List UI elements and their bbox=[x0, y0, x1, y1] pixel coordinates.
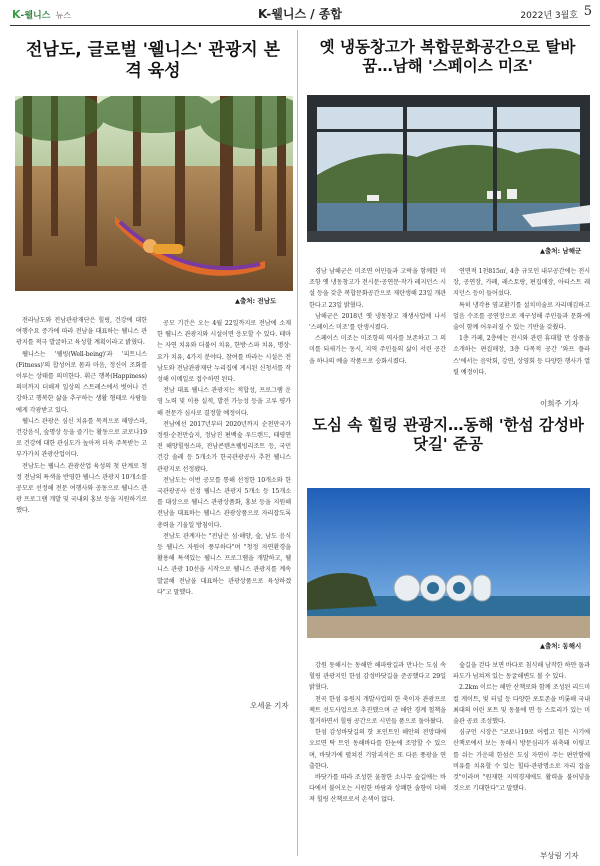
article-column-2: 숲길을 걷다 보면 바다로 침식해 남작한 하얀 돌과 파도가 넘쳐져 있는 동굴해변도 볼 수 있다. 2.2km 이르는 해안 산책로와 함께 조성된 리드미컬 게이트, 빛 터널 등 다양한 포토존을 비롯해 국내 최대의 어린 포트 및 동물에 면 등 스토리가 있는 미술관 공료 조성했다. 심규언 시장은 "코로나19로 어렵고 힘든 시기에 산책로에서 보는 동해시 방문심리가 위축돼 이렇고를 쉬는 가운데 한섬은 도심 자연이 주는 편안함에 비유를 치유할 수 있는 힐타·관광명소로 자리 잡을 것"이라며 "원재한 지역경제에도 활력을 불어넣을 것으로 기대한다"고 말했다. bbox=[453, 662, 590, 793]
harbor-window-photo bbox=[307, 95, 590, 242]
photo-credit: ▲출처: 남해군 bbox=[540, 247, 582, 255]
article-column-1: 경남 남해군은 미조면 어민들과 고락을 함께한 미조항 옛 냉동창고가 전시문·공연문·작가 레지던스 시설 등을 갖춘 복합문화공간으로 재탄생해 23일 개관한다고 23일 밝혔다. 남해군은 2018년 옛 냉동창고 재생사업에 나서 '스페이스 미조'를 탄생시켰다. 스페이스 미조는 미조항의 역사를 보존하고 그 의미를 되새기는 동시, 지역 주민들의 삶이 서린 공간을 하나의 예술 작품으로 승화시켰다. bbox=[309, 268, 446, 365]
paper-logo: K-웰니스 뉴스 bbox=[12, 8, 71, 21]
column-separator bbox=[297, 30, 298, 856]
article-headline: 도심 속 힐링 관광지…동해 '한섬 감성바닷길' 준공 bbox=[312, 416, 584, 454]
article-column-2: 연면적 1천815㎡, 4층 규모인 내부공간에는 전시장, 공연장, 카페, 레스토랑, 편집매장, 아티스트 레지던스 등이 들어섰다. 특히 냉각용 염교환기를 설치미술로 자리매김하고 얼음 수조를 공연장으로 재구성해 주민들과 문화·예술이 함께 어우러질 수 있는 기반을 갖췄다. 1층 카페, 2층에는 전시와 관련 휴대할 만 상품을 소개하는 편집매장, 3층 다목적 공간 '와프 플라스'에서는 음악회, 강연, 상영회 등 다양한 행사가 열릴 예정이다. bbox=[453, 268, 590, 376]
page-header bbox=[0, 0, 600, 26]
article-headline: 옛 냉동창고가 복합문화공간으로 탈바꿈…남해 '스페이스 미조' bbox=[319, 38, 576, 76]
article-byline: 오세윤 기자 bbox=[250, 701, 289, 710]
issue-date: 2022년 3월호 bbox=[520, 11, 578, 21]
page-number: 5 bbox=[583, 4, 592, 19]
photo-credit: ▲출처: 동해시 bbox=[540, 642, 582, 650]
article-byline: 이희주 기자 bbox=[540, 399, 579, 408]
header-rule bbox=[10, 25, 590, 26]
article-column-2: 공모 기간은 오는 4월 22일까지로 전남에 소재한 웰니스 관광지와 시설이면 응모할 수 있다. 테마는 자연 치유와 더불어 치유, 한방·스파 치유, 명상·요가 치유, 4가지 분야다. 참여를 바라는 시설은 전남도와 전남관광재단 누리집에 게시된 신청서를 작성해 이메일로 접수하면 된다. 전남 대표 웰니스 관광지는 적합성, 프로그램 운영 노력 및 이용 실적, 발전 가능성 등을 고루 평가해 전문가 심사로 결정할 예정이다. 전남에선 2017년부터 2020년까지 순천만국가정원·순천만습지, 정남진 편백숲 우드랜드, 태평연전 해양힐링스파, 전남콘텐츠웰빙리조트 등, 국민건강 솔레 등 5개소가 한국관광공사 추천 웰니스 관광지로 선정됐다. 전남도는 이번 공모를 통해 선정한 10개소와 한국관광공사 선정 웰니스 관광지 5개소 등 15개소를 대상으로 웰니스 관광상품화, 홍보 등을 지원해 전남을 대표하는 웰니스 관광상품으로 자리잡도록 총력을 기울일 방침이다. 전남도 관계자는 "전남은 섬·해양, 숲, 남도 음식 등 웰니스 자원이 풍부하다"며 "청정 자연환경을 활용해 특색있는 웰니스 프로그램을 개발하고, 웰니스 관광 10선을 시작으로 웰니스 관광지를 계속 발굴해 전남을 대표하는 관광상품으로 육성하겠다"고 말했다. bbox=[157, 320, 291, 596]
article-byline: 부상림 기자 bbox=[540, 851, 579, 860]
photo-credit: ▲출처: 전남도 bbox=[235, 297, 277, 305]
article-column-1: 전라남도와 전남관광재단은 힐링, 건강에 대한 여행수요 증가에 따라 전남을 대표하는 웰니스 관광지를 적극 발굴하고 육성할 계획이라고 밝혔다. 웰니스는 '웰빙(Well-being)'과 '피트니스(Fitness)'의 합성어로 몸과 마음, 정신이 조화를 이루는 상태를 의미한다. 휘근 행복(Happiness) 의미까지 더해져 일상의 스트레스에서 벗어나 건강하고 행복한 삶을 추구하는 생활 형태로 사람들에게 각광받고 있다. 웰니스 관광은 심신 치유를 목적으로 해양스파, 건강음식, 숲명상 등을 즐기는 활동으로 코로나19로 건강에 대한 관심도가 높아져 더욱 주목받는 고부가가치 관광산업이다. 전남도는 웰니스 관광산업 육성의 첫 단계로 청정 전남의 특색을 반영한 웰니스 관광지 10개소를 공모로 선정해 전문 여행사와 공동으로 웰니스 관광 프로그램 개발 및 국내외 홍보 등을 지원하기로 했다. bbox=[16, 317, 147, 515]
paper-section-title: K-웰니스 / 종합 bbox=[258, 7, 342, 21]
good-sculpture-beach-photo bbox=[307, 488, 590, 638]
article-headline: 전남도, 글로벌 '웰니스' 관광지 본격 육성 bbox=[25, 40, 281, 82]
article-column-1: 강원 동해시는 동해안 해파랑길과 만나는 도심 속 힐링 관광지인 한섬 감성바닷길을 준공했다고 29일 밝혔다. 천곡 한섬 유원지 개발사업의 한 축이자 관광프로젝트 선도사업으로 추진했으며 군 해안 경계 철책을 철거하면서 힐링 공간으로 시민들 품으로 돌아왔다. 한섬 감성바닷길의 핫 포인트인 해안의 전망대에 오르면 탁 트인 동해바다를 한눈에 조망할 수 있으며, 바닷가에 펼쳐진 기암괴석은 또 다른 풍광을 연출한다. 바닷가를 따라 조성한 울창한 소나무 숲길에는 바다에서 불어오는 시원한 바람과 상쾌한 솔향이 더해져 힐링 산책로로서 손색이 없다. bbox=[309, 662, 446, 804]
forest-hammock-photo bbox=[15, 96, 293, 291]
